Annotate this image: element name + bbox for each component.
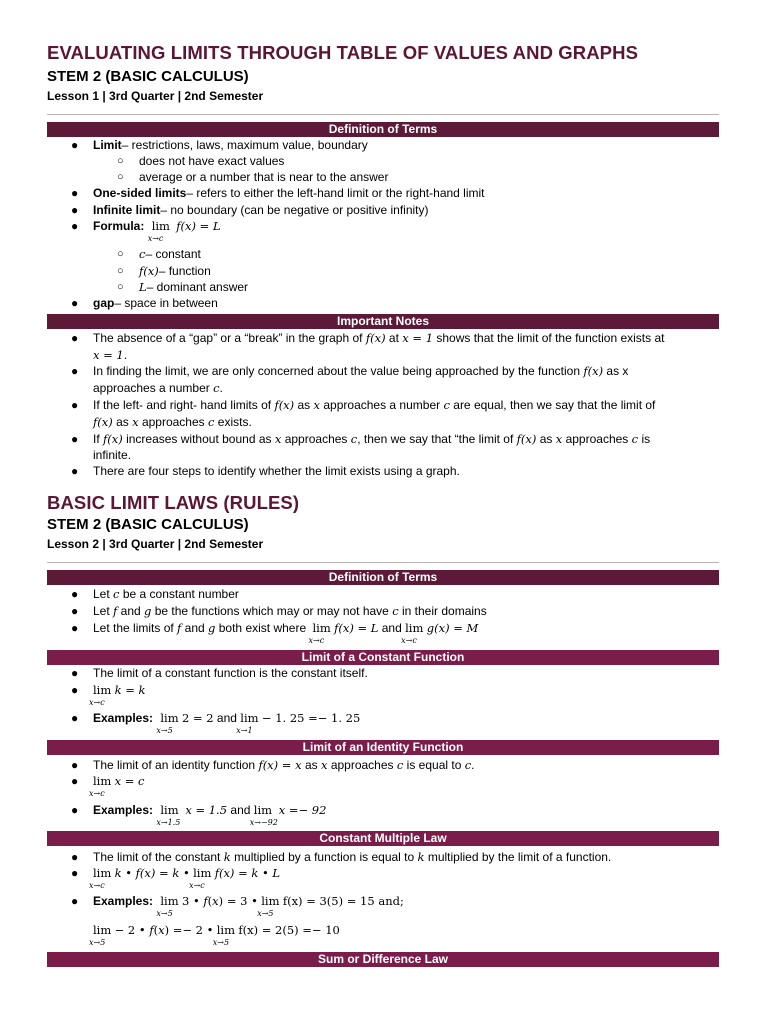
text: If the left- and right- hand limits of bbox=[93, 398, 272, 412]
text: as bbox=[116, 415, 129, 429]
math: x = 1 bbox=[402, 331, 434, 345]
divider bbox=[47, 114, 719, 115]
math: f(x) = x bbox=[258, 758, 302, 772]
continuation-text: lim x→5 − 2 • f(x) =− 2 • lim x→5 f(x) = 2(5) =− 10 bbox=[89, 923, 340, 947]
math: f bbox=[177, 621, 182, 635]
math: c bbox=[443, 398, 450, 412]
math: x bbox=[555, 432, 563, 446]
math: k bbox=[417, 850, 425, 864]
text: are equal, then we say that the limit of bbox=[453, 398, 656, 412]
term: Limit bbox=[93, 138, 122, 152]
math: c bbox=[139, 247, 146, 261]
math: f(x) = L bbox=[334, 621, 379, 635]
math: c bbox=[392, 604, 399, 618]
math: x bbox=[320, 758, 328, 772]
term: Infinite limit bbox=[93, 203, 161, 217]
text: increases without bound as bbox=[126, 432, 272, 446]
math: c bbox=[113, 587, 120, 601]
math: c bbox=[631, 432, 639, 446]
text: exists. bbox=[217, 415, 252, 429]
definition: – no boundary (can be negative or positive infinity) bbox=[160, 203, 429, 217]
text: is equal to bbox=[406, 758, 462, 772]
text: approaches bbox=[330, 758, 394, 772]
text: as bbox=[304, 758, 318, 772]
definitions-header: Definition of Terms bbox=[47, 122, 719, 137]
math: g bbox=[144, 604, 152, 618]
text: There are four steps to identify whether the limit exists using a graph. bbox=[93, 464, 460, 478]
section2-lesson: Lesson 2 | 3rd Quarter | 2nd Semester bbox=[47, 537, 264, 551]
math: x bbox=[274, 432, 282, 446]
text: be a constant number bbox=[122, 587, 239, 601]
math: f bbox=[113, 604, 118, 618]
text: in their domains bbox=[402, 604, 487, 618]
formula: f(x) = L bbox=[176, 219, 221, 233]
section2-title: BASIC LIMIT LAWS (RULES) bbox=[47, 492, 300, 513]
example: 2 = 2 bbox=[181, 711, 214, 725]
example: x =− 92 bbox=[278, 803, 327, 817]
text: both exist where bbox=[218, 621, 307, 635]
definition: – constant bbox=[145, 247, 201, 261]
math: c bbox=[350, 432, 358, 446]
math: c bbox=[208, 415, 215, 429]
definition: – space in between bbox=[114, 296, 218, 310]
continuation-text bbox=[93, 348, 127, 363]
identity-header: Limit of an Identity Function bbox=[47, 740, 719, 755]
multiple-header: Constant Multiple Law bbox=[47, 831, 719, 846]
text: be the functions which may or may not have bbox=[154, 604, 389, 618]
text: multiplied by the limit of a function. bbox=[427, 850, 612, 864]
text: If bbox=[93, 432, 100, 446]
text: and bbox=[120, 604, 141, 618]
text: approaches bbox=[565, 432, 629, 446]
example: − 1. 25 =− 1. 25 bbox=[261, 711, 361, 725]
formula: k = k bbox=[114, 683, 146, 697]
text: and bbox=[381, 621, 402, 635]
text: at bbox=[388, 331, 399, 345]
term: One-sided limits bbox=[93, 186, 187, 200]
continuation-text: approaches a number c. bbox=[93, 381, 223, 395]
term: gap bbox=[93, 296, 115, 310]
formula: x = c bbox=[114, 774, 145, 788]
definition: – function bbox=[158, 264, 211, 278]
text: Let bbox=[93, 604, 110, 618]
math: f(x) bbox=[93, 415, 113, 429]
text: , then we say that “the limit of bbox=[357, 432, 514, 446]
text: The absence of a “gap” or a “break” in the graph of bbox=[93, 331, 363, 345]
text: as bbox=[539, 432, 553, 446]
math: x = 1. bbox=[93, 348, 128, 362]
sub-item-text: average or a number that is near to the answer bbox=[139, 170, 389, 184]
text: approaches a number bbox=[93, 381, 210, 395]
definition: – restrictions, laws, maximum value, boundary bbox=[121, 138, 368, 152]
text: is bbox=[641, 432, 651, 446]
text: The limit of an identity function bbox=[93, 758, 256, 772]
math: f(x) bbox=[139, 264, 159, 278]
continuation-text bbox=[93, 448, 131, 463]
text: and bbox=[184, 621, 205, 635]
math: f(x) bbox=[274, 398, 295, 412]
math: c bbox=[396, 758, 404, 772]
text: as bbox=[297, 398, 311, 412]
text: infinite. bbox=[93, 448, 132, 462]
examples-label: Examples: bbox=[93, 894, 154, 908]
text: and bbox=[216, 711, 237, 725]
text: shows that the limit of the function exists at bbox=[436, 331, 665, 345]
section2-subject: STEM 2 (BASIC CALCULUS) bbox=[47, 516, 249, 533]
text: multiplied by a function is equal to bbox=[234, 850, 415, 864]
examples-label: Examples: bbox=[93, 711, 154, 725]
example: x = 1.5 bbox=[185, 803, 228, 817]
math: c bbox=[464, 758, 472, 772]
continuation-text bbox=[93, 415, 252, 430]
definition: – refers to either the left-hand limit or the right-hand limit bbox=[186, 186, 485, 200]
text: Let bbox=[93, 587, 110, 601]
math: f(x) bbox=[583, 364, 604, 378]
text: approaches a number bbox=[323, 398, 441, 412]
term: Formula: bbox=[93, 219, 145, 233]
math: c bbox=[213, 381, 220, 395]
section1-subject: STEM 2 (BASIC CALCULUS) bbox=[47, 68, 249, 85]
section1-title: EVALUATING LIMITS THROUGH TABLE OF VALUES AND GRAPHS bbox=[47, 42, 639, 63]
math: g bbox=[208, 621, 216, 635]
math: k bbox=[223, 850, 231, 864]
example: f(x) = 2(5) =− 10 bbox=[238, 923, 340, 937]
math: f(x) bbox=[103, 432, 123, 446]
definitions-header: Definition of Terms bbox=[47, 570, 719, 585]
text: approaches bbox=[284, 432, 348, 446]
math: L bbox=[139, 280, 147, 294]
sum-difference-header: Sum or Difference Law bbox=[47, 952, 719, 967]
text: The limit of the constant bbox=[93, 850, 221, 864]
text: In finding the limit, we are only concerned about the value being approached by the function bbox=[93, 364, 580, 378]
math: k • f(x) = k • bbox=[114, 866, 190, 880]
math: f(x) = k • L bbox=[214, 866, 281, 880]
math: x bbox=[132, 415, 139, 429]
text: and bbox=[230, 803, 251, 817]
example: f(x) = 3(5) = 15 and; bbox=[282, 894, 404, 908]
examples-label: Examples: bbox=[93, 803, 154, 817]
notes-header: Important Notes bbox=[47, 314, 719, 329]
sub-item-text: does not have exact values bbox=[139, 154, 285, 168]
definition: – dominant answer bbox=[146, 280, 249, 294]
math: g(x) = M bbox=[426, 621, 479, 635]
constant-header: Limit of a Constant Function bbox=[47, 650, 719, 665]
math: − 2 • f(x) =− 2 • bbox=[114, 923, 214, 937]
math: f(x) bbox=[365, 331, 386, 345]
text: as x bbox=[606, 364, 629, 378]
math: x bbox=[313, 398, 321, 412]
divider bbox=[47, 562, 719, 563]
math: f(x) bbox=[516, 432, 537, 446]
section1-lesson: Lesson 1 | 3rd Quarter | 2nd Semester bbox=[47, 89, 264, 103]
text: Let the limits of bbox=[93, 621, 174, 635]
text: approaches bbox=[141, 415, 205, 429]
text: The limit of a constant function is the constant itself. bbox=[93, 666, 368, 680]
math: 3 • f(x) = 3 • bbox=[181, 894, 258, 908]
